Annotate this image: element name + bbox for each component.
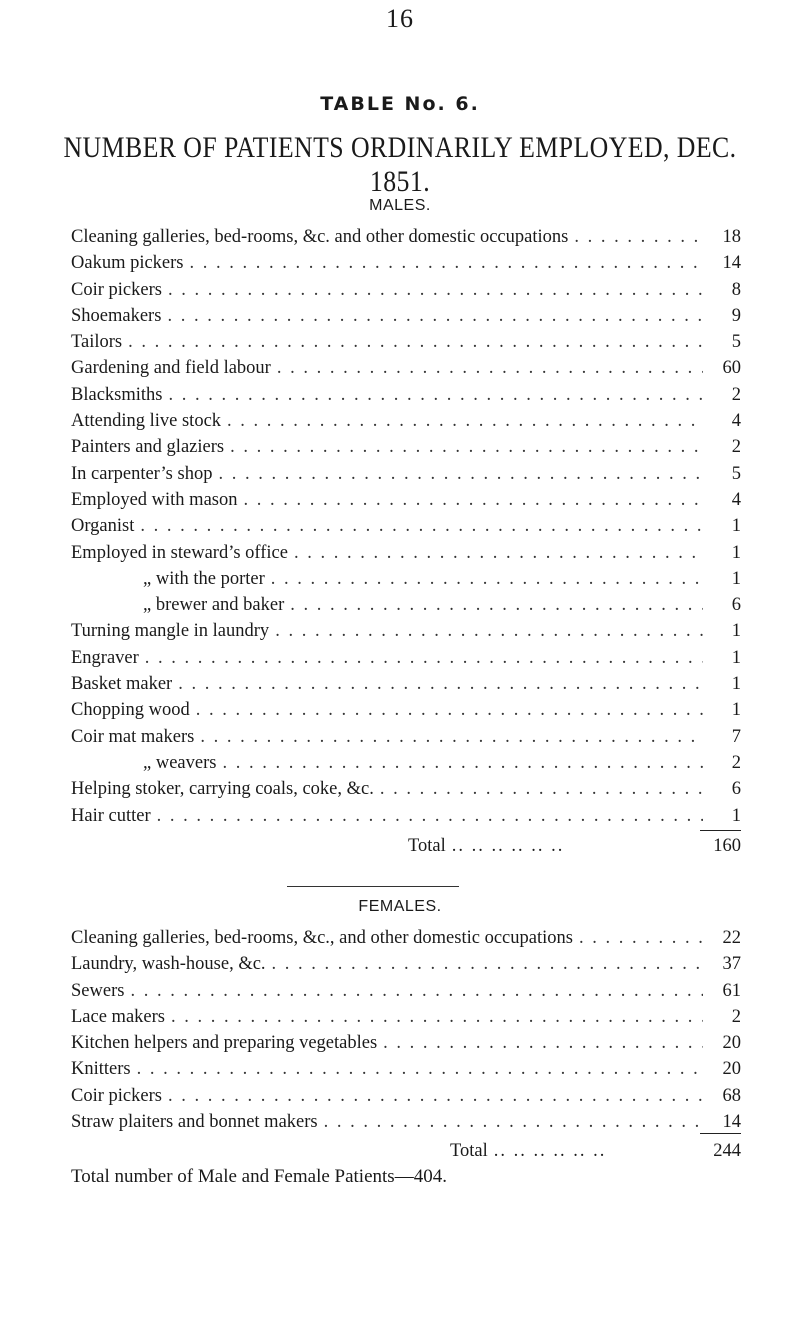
males-row-value: 2 — [731, 437, 741, 458]
males-row — [71, 437, 741, 463]
males-row-leader — [200, 727, 703, 748]
males-row — [71, 753, 741, 779]
males-row-value: 5 — [731, 332, 741, 353]
males-row-value: 14 — [722, 253, 741, 274]
females-row-label: Laundry, wash-house, &c. — [71, 954, 266, 975]
females-row-value: 68 — [722, 1085, 741, 1106]
males-row-value: 60 — [722, 358, 741, 379]
males-total-rule — [700, 830, 741, 831]
males-heading: MALES. — [369, 197, 431, 214]
males-row-leader — [290, 595, 703, 616]
males-row — [71, 700, 741, 726]
males-row — [71, 621, 741, 647]
males-row — [71, 595, 741, 621]
males-total-leader: .. .. .. .. .. .. — [451, 836, 565, 856]
males-row — [71, 569, 741, 595]
females-row-value: 20 — [722, 1033, 741, 1054]
males-row-value: 1 — [731, 674, 741, 695]
males-row — [71, 280, 741, 306]
females-row-value: 61 — [722, 980, 741, 1001]
males-row — [71, 358, 741, 384]
females-row — [71, 1033, 741, 1059]
males-row-value: 2 — [731, 384, 741, 405]
page-number: 16 — [386, 4, 414, 33]
males-row — [71, 727, 741, 753]
males-row-value: 18 — [722, 227, 741, 247]
males-row — [71, 306, 741, 332]
males-row-value: 1 — [731, 542, 741, 563]
males-row — [71, 648, 741, 674]
females-row-value: 37 — [722, 954, 741, 975]
males-row-label: Basket maker — [71, 674, 173, 695]
males-row — [71, 806, 741, 832]
females-row-label: Knitters — [71, 1059, 131, 1080]
males-row-value: 1 — [731, 568, 741, 589]
males-row-value: 7 — [731, 726, 741, 747]
females-row-value: 2 — [731, 1006, 741, 1027]
males-row-leader — [574, 227, 703, 248]
females-total-leader: .. .. .. .. .. .. — [493, 1141, 607, 1161]
males-row-label: Hair cutter — [71, 805, 151, 826]
females-row — [71, 1112, 741, 1138]
males-row-label: Chopping wood — [71, 700, 190, 721]
males-row-leader — [157, 806, 703, 827]
males-row-leader — [168, 385, 703, 406]
females-total-row — [450, 1141, 741, 1162]
males-row-leader — [230, 437, 703, 458]
females-row-leader — [130, 981, 703, 1002]
males-row-leader — [222, 753, 703, 774]
males-row-leader — [196, 700, 703, 721]
males-row — [71, 227, 741, 253]
males-row-label: Helping stoker, carrying coals, coke, &c. — [71, 779, 374, 800]
males-row — [71, 674, 741, 700]
females-row-value: 22 — [722, 928, 741, 948]
males-row-leader — [277, 358, 703, 379]
males-row-value: 1 — [731, 647, 741, 668]
main-heading: NUMBER OF PATIENTS ORDINARILY EMPLOYED, DEC. 1851. — [63, 131, 737, 198]
females-row-leader — [324, 1112, 703, 1133]
females-row — [71, 928, 741, 954]
males-row-value: 1 — [731, 621, 741, 642]
males-row — [71, 332, 741, 358]
males-row-leader — [140, 516, 703, 537]
males-row-value: 4 — [731, 489, 741, 510]
females-row-label: Cleaning galleries, bed-rooms, &c., and other domestic occupations — [71, 928, 573, 948]
females-row-label: Straw plaiters and bonnet makers — [71, 1112, 318, 1133]
females-heading: FEMALES. — [358, 898, 442, 915]
females-row-leader — [383, 1033, 703, 1054]
males-row — [71, 385, 741, 411]
males-row-leader — [380, 779, 703, 800]
females-total-label: Total — [450, 1141, 488, 1161]
males-row-leader — [275, 621, 703, 642]
females-row-label: Sewers — [71, 980, 125, 1001]
males-row-leader — [294, 543, 703, 564]
males-row-value: 4 — [731, 411, 741, 432]
males-row-label: Employed with mason — [71, 489, 238, 510]
females-total-value: 244 — [713, 1141, 741, 1161]
males-row-leader — [128, 332, 703, 353]
females-row-leader — [272, 954, 703, 975]
females-row-value: 20 — [722, 1059, 741, 1080]
males-total-label: Total — [408, 836, 446, 856]
males-row-label: Coir pickers — [71, 279, 162, 300]
section-divider — [287, 886, 459, 887]
females-row — [71, 954, 741, 980]
males-total-value: 160 — [713, 836, 741, 856]
females-row-leader — [137, 1059, 703, 1080]
males-row-label: In carpenter’s shop — [71, 463, 213, 484]
males-row-leader — [167, 306, 703, 327]
males-row-label: Coir mat makers — [71, 726, 195, 747]
females-row — [71, 1059, 741, 1085]
males-row — [71, 516, 741, 542]
males-row-value: 1 — [731, 516, 741, 537]
males-row-label: „ brewer and baker — [143, 595, 285, 616]
males-row — [71, 543, 741, 569]
males-row-leader — [190, 253, 703, 274]
males-row-value: 2 — [731, 752, 741, 773]
females-row — [71, 981, 741, 1007]
males-row-value: 8 — [731, 279, 741, 300]
males-row-value: 5 — [731, 463, 741, 484]
males-row-label: „ with the porter — [143, 568, 265, 589]
males-row — [71, 253, 741, 279]
males-row-label: Blacksmiths — [71, 384, 163, 405]
males-table — [71, 227, 741, 832]
females-row — [71, 1086, 741, 1112]
males-row-leader — [271, 569, 703, 590]
females-table — [71, 928, 741, 1138]
males-row-label: Organist — [71, 516, 135, 537]
males-row-label: Gardening and field labour — [71, 358, 271, 379]
table-title: TABLE No. 6. — [320, 93, 480, 115]
males-row — [71, 490, 741, 516]
males-row-label: Attending live stock — [71, 411, 222, 432]
males-row — [71, 411, 741, 437]
grand-total: Total number of Male and Female Patients—404. — [71, 1166, 447, 1187]
males-total-row — [408, 836, 741, 857]
males-row-leader — [243, 490, 703, 511]
females-row-leader — [171, 1007, 703, 1028]
females-total-rule — [700, 1133, 741, 1134]
males-row-leader — [218, 464, 703, 485]
males-row-value: 1 — [731, 805, 741, 826]
males-row-label: Painters and glaziers — [71, 437, 225, 458]
males-row-label: Engraver — [71, 647, 139, 668]
males-row-label: Shoemakers — [71, 305, 162, 326]
males-row-value: 1 — [731, 700, 741, 721]
males-row-label: Employed in steward’s office — [71, 542, 288, 563]
males-row-leader — [168, 280, 703, 301]
males-row-leader — [145, 648, 703, 669]
males-row — [71, 779, 741, 805]
males-row-value: 6 — [731, 595, 741, 616]
males-row-label: Turning mangle in laundry — [71, 621, 270, 642]
males-row-leader — [178, 674, 703, 695]
females-row-label: Lace makers — [71, 1006, 165, 1027]
females-row-leader — [168, 1086, 703, 1107]
males-row-value: 6 — [731, 779, 741, 800]
females-row-leader — [579, 928, 703, 949]
males-row-label: Cleaning galleries, bed-rooms, &c. and other domestic occupations — [71, 227, 569, 247]
females-row-value: 14 — [722, 1112, 741, 1133]
males-row-value: 9 — [731, 305, 741, 326]
females-row-label: Kitchen helpers and preparing vegetables — [71, 1033, 378, 1054]
males-row-label: Tailors — [71, 332, 123, 353]
males-row-leader — [227, 411, 703, 432]
females-row — [71, 1007, 741, 1033]
females-row-label: Coir pickers — [71, 1085, 162, 1106]
males-row-label: Oakum pickers — [71, 253, 184, 274]
males-row — [71, 464, 741, 490]
males-row-label: „ weavers — [143, 752, 217, 773]
